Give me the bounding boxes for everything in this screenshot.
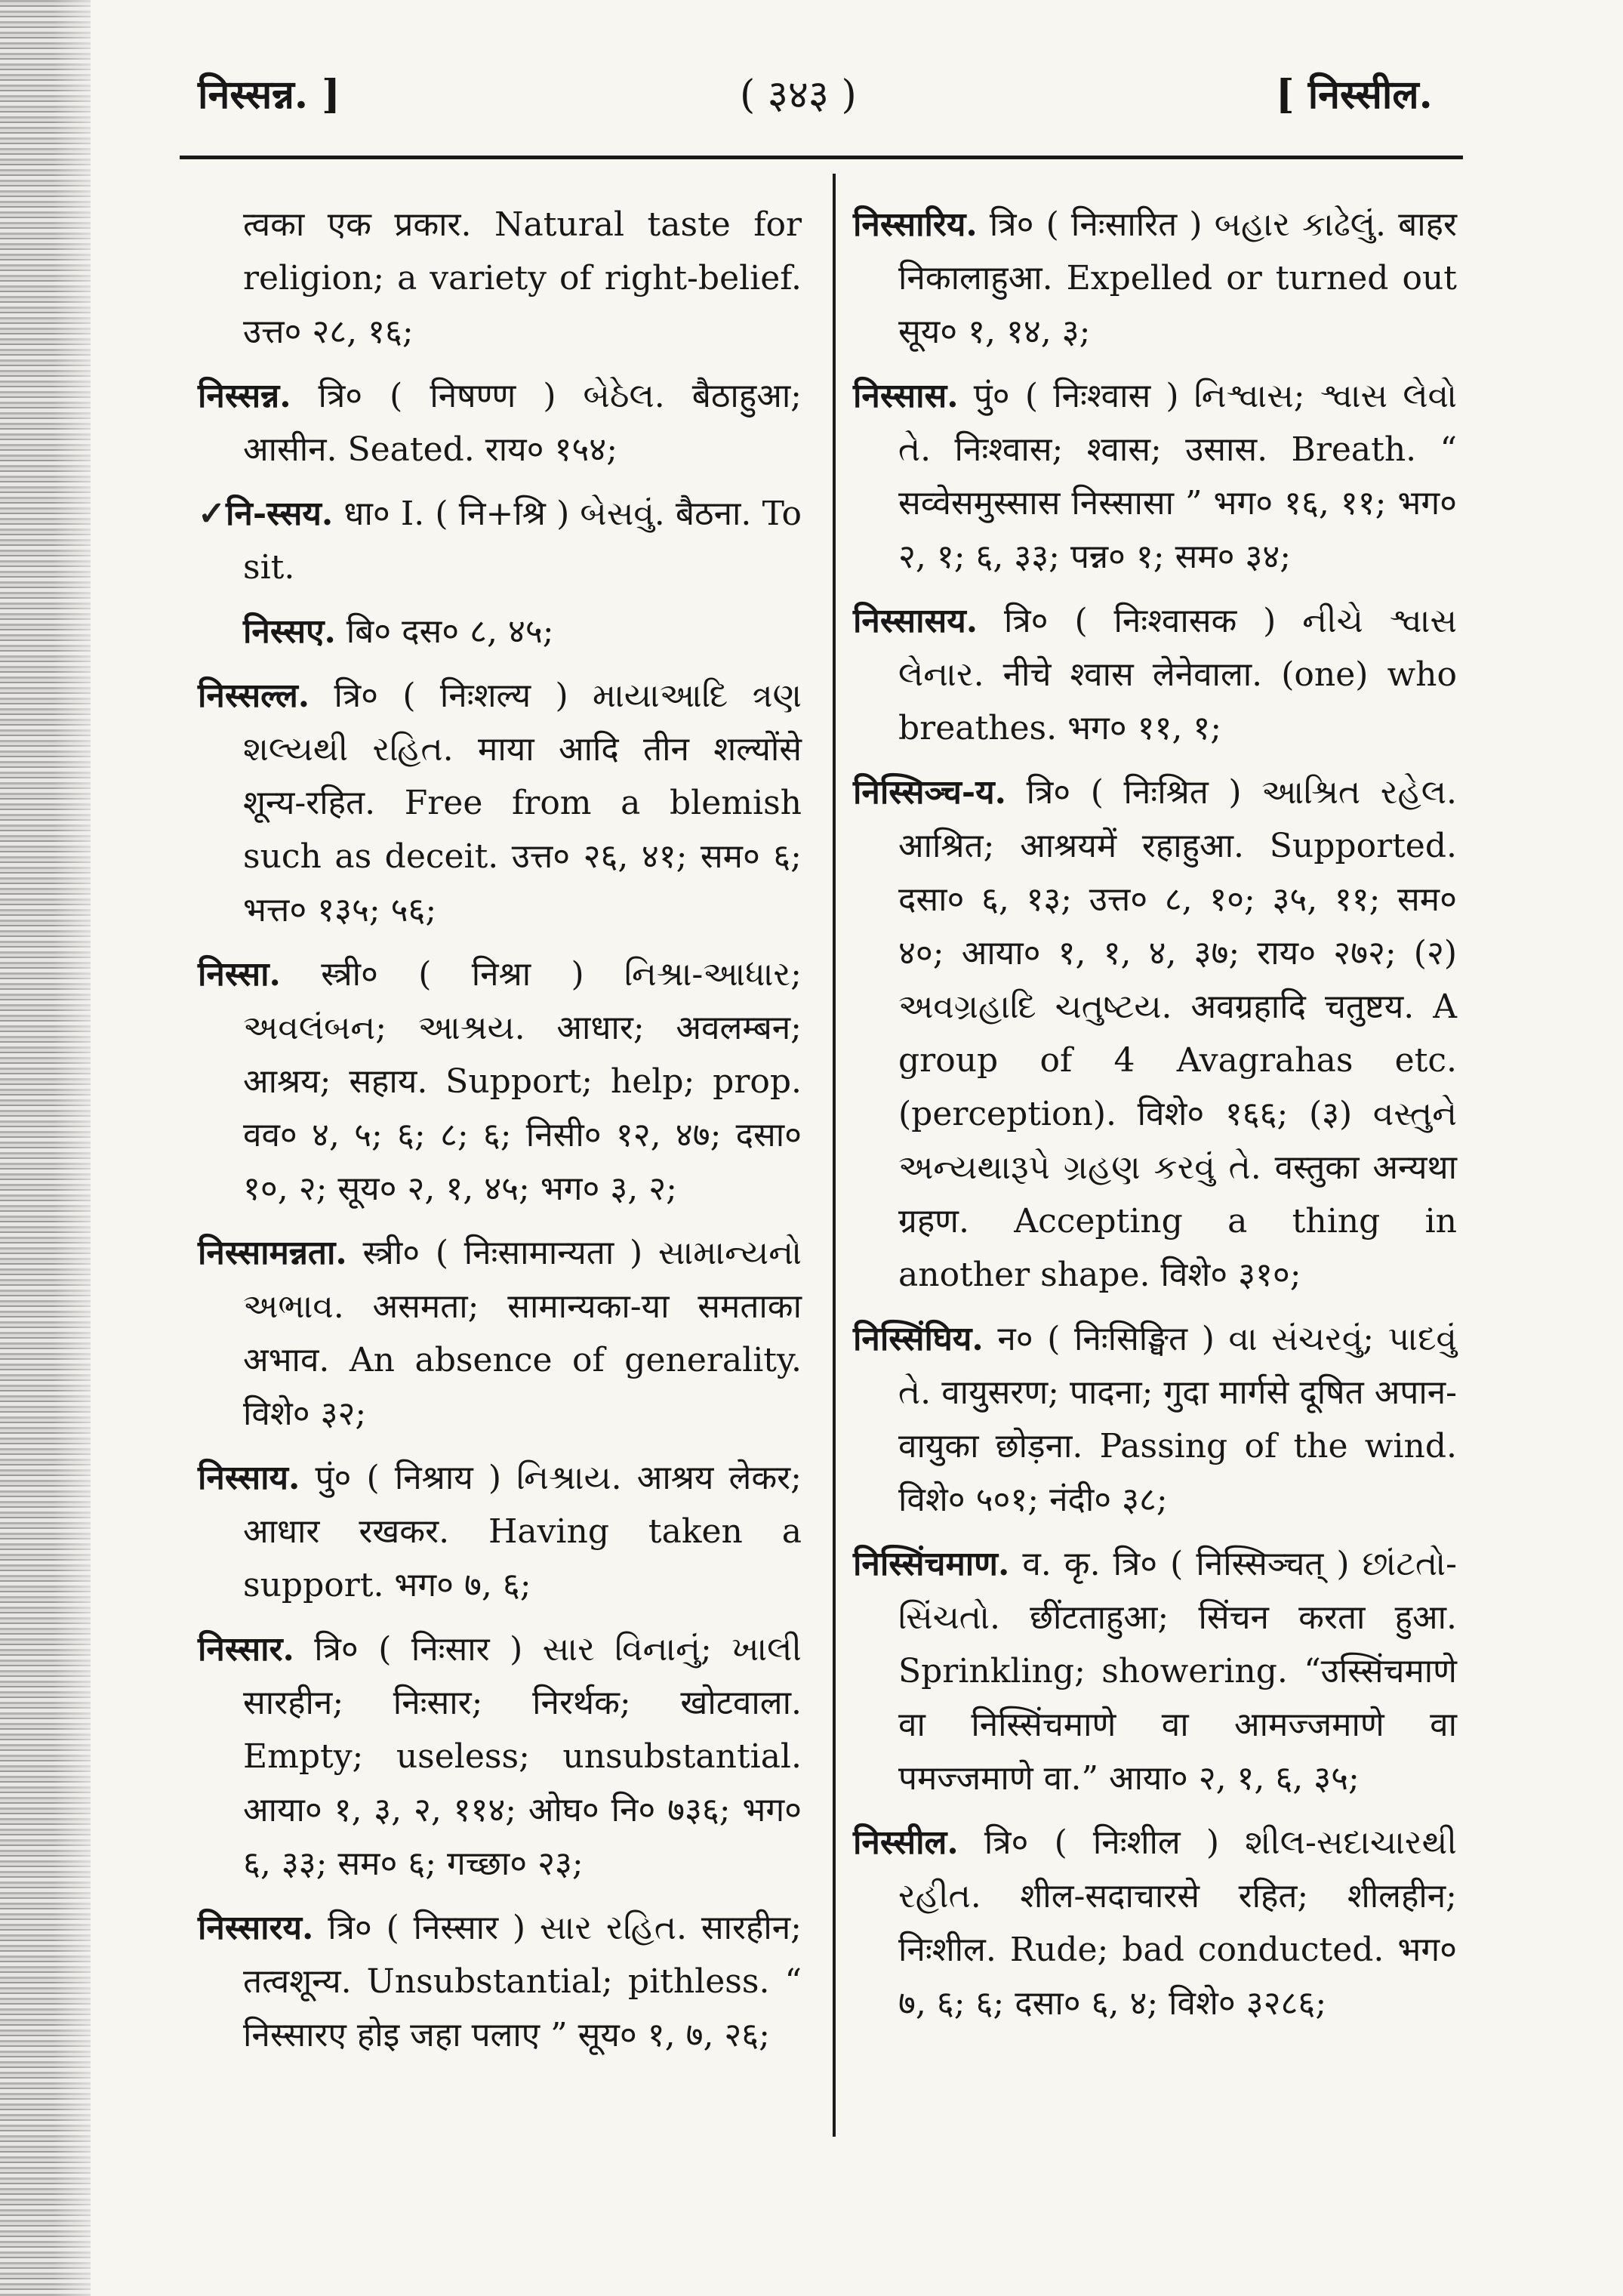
entry-definition: त्रि० ( निःशील ) શીલ-સદાચારથી રહીત. शील-सदाचारसे रहित; शीलहीन; निःशील. Rude; bad conducted. भग० ७, ६; ६; दसा० ६, ४; विशे० ३२८६;: [898, 1823, 1457, 2023]
entry-definition: त्रि० ( निःशल्य ) માયાઆદિ ત્રણ શલ્યથી રહિત. माया आदि तीन शल्योंसे शून्य-रहित. Free from a blemish such as deceit. उत्त० २६, ४१; सम० ६; भत्त० १३५; ५६;: [243, 676, 802, 929]
dictionary-entry: [198, 1623, 802, 1891]
dictionary-entry: [198, 948, 802, 1216]
entry-headword: निस्सा.: [198, 955, 281, 994]
dictionary-entry: [198, 198, 802, 359]
entry-definition: पुं० ( निःश्वास ) નિશ્વાસ; શ્વાસ લેવો તે. निःश्वास; श्वास; उसास. Breath. “ सव्वेसमुस्सास निस्सासा ” भग० १६, ११; भग० २, १; ६, ३३; पन्न० १; सम० ३४;: [898, 377, 1457, 576]
entry-headword: निस्सारिय.: [853, 205, 978, 244]
entry-headword: निस्सामन्नता.: [198, 1234, 347, 1272]
dictionary-entry: [198, 1901, 802, 2062]
entry-definition: न० ( निःसिङ्घित ) વા સંચરવું; પાદવું તે. वायुसरण; पादना; गुदा मार्गसे दूषित अपान-वायुका छोड़ना. Passing of the wind. विशे० ५०१; नंदी० ३८;: [898, 1320, 1457, 1519]
entry-definition: व. कृ. त्रि० ( निस्सिञ्चत् ) છાંટતો-સિંચતો. छींटताहुआ; सिंचन करता हुआ. Sprinkling; showering. “उस्सिंचमाणे वा निस्सिंचमाणे वा आमज्जमाणे वा पमज्जमाणे वा.” आया० २, १, ६, ३५;: [898, 1545, 1457, 1798]
entry-headword: निस्सारय.: [198, 1909, 314, 1947]
dictionary-entry: [853, 369, 1457, 584]
header-right-guide-word: [ निस्सील.: [1276, 72, 1433, 118]
entry-definition: त्रि० ( निषण्ण ) બેઠેલ. बैठाहुआ; आसीन. Seated. राय० १५४;: [243, 377, 802, 469]
entry-headword: निस्सिञ्च-य.: [853, 773, 1006, 812]
dictionary-entry: [198, 487, 802, 594]
entry-headword: निस्सन्न.: [198, 377, 291, 415]
page-number: ( ३४३ ): [740, 72, 857, 118]
header-rule: [180, 156, 1463, 159]
dictionary-entry: [198, 669, 802, 937]
dictionary-entry: [853, 1312, 1457, 1527]
entry-definition: त्रि० ( निःश्रित ) આશ્રિત રહેલ. आश्रित; आश्रयमें रहाहुआ. Supported. दसा० ६, १३; उत्त० ८, १०; ३५, ११; सम० ४०; आया० १, १, ४, ३७; राय० २७२; (२) અવગ્રહાદિ ચતુષ્ટય. अवग्रहादि चतुष्टय. A group of 4 Avagrahas etc. (perception). विशे० १६६; (३) વસ્તુને અન્યથારૂપે ગ્રહણ કરવું તે. वस्तुका अन्यथा ग्रहण. Accepting a thing in another shape. विशे० ३१०;: [898, 773, 1457, 1294]
header-left-guide-word: निस्सन्न. ]: [198, 72, 340, 118]
entry-headword: निस्सार.: [198, 1630, 294, 1669]
dictionary-entry: [853, 766, 1457, 1302]
dictionary-entry: [853, 1816, 1457, 2030]
page-gutter-fade: [53, 0, 113, 2296]
entry-definition: त्रि० ( निस्सार ) સાર રહિત. सारहीन; तत्वशून्य. Unsubstantial; pithless. “ निस्सारए होइ जहा पलाए ” सूय० १, ७, २६;: [243, 1909, 802, 2054]
entry-headword: निस्सल्ल.: [198, 676, 310, 715]
dictionary-entry: [198, 1451, 802, 1612]
entry-headword: निस्सील.: [853, 1823, 959, 1862]
entry-definition: स्त्री० ( निःसामान्यता ) સામાન્યનો અભાવ. असमता; सामान्यका-या समताका अभाव. An absence of generality. विशे० ३२;: [243, 1234, 802, 1433]
entry-definition: त्रि० ( निःश्वासक ) નીચે શ્વાસ લેનાર. नीचे श्वास लेनेवाला. (one) who breathes. भग० ११, १;: [898, 602, 1457, 747]
entry-definition: त्रि० ( निःसार ) સાર વિનાનું; ખાલી सारहीन; निःसार; निरर्थक; खोटवाला. Empty; useless; unsubstantial. आया० १, ३, २, ११४; ओघ० नि० ७३६; भग० ६, ३३; सम० ६; गच्छा० २३;: [243, 1630, 802, 1883]
entry-definition: बि० दस० ८, ४५;: [346, 612, 554, 651]
entry-definition: स्त्री० ( निश्रा ) નિશ્રા-આધાર; અવલંબન; આશ્રય. आधार; अवलम्बन; आश्रय; सहाय. Support; help; prop. वव० ४, ५; ६; ८; ६; निसी० १२, ४७; दसा० १०, २; सूय० २, १, ४५; भग० ३, २;: [243, 955, 802, 1208]
dictionary-entry: [853, 594, 1457, 755]
dictionary-entry: [198, 369, 802, 476]
page-header: [0, 66, 1623, 127]
dictionary-entry: [198, 605, 802, 658]
entry-definition: धा० I. ( नि+श्रि ) બેસવું. बैठना. To sit.: [243, 495, 802, 587]
dictionary-entry: [853, 1537, 1457, 1805]
entry-headword: नि-स्सय.: [226, 495, 334, 533]
entry-headword: निस्सए.: [243, 612, 336, 651]
column-divider: [833, 174, 836, 2137]
left-column: [198, 198, 802, 2073]
entry-definition: त्रि० ( निःसारित ) બહાર કાઢેલું. बाहर निकालाहुआ. Expelled or turned out सूय० १, १४, ३;: [898, 205, 1457, 351]
entry-definition: पुं० ( निश्राय ) નિશ્રાય. आश्रय लेकर; आधार रखकर. Having taken a support. भग० ७, ६;: [243, 1459, 802, 1604]
entry-definition: त्वका एक प्रकार. Natural taste for religion; a variety of right-belief. उत्त० २८, १६;: [243, 205, 802, 351]
entry-headword: निस्सासय.: [853, 602, 978, 640]
entry-headword: निस्सिंचमाण.: [853, 1545, 1010, 1583]
dictionary-entry: [198, 1226, 802, 1441]
check-mark: ✓: [198, 495, 226, 533]
dictionary-entry: [853, 198, 1457, 359]
entry-headword: निस्सास.: [853, 377, 959, 415]
right-column: [853, 198, 1457, 2041]
entry-headword: निस्सिंघिय.: [853, 1320, 984, 1358]
entry-headword: निस्साय.: [198, 1459, 300, 1497]
